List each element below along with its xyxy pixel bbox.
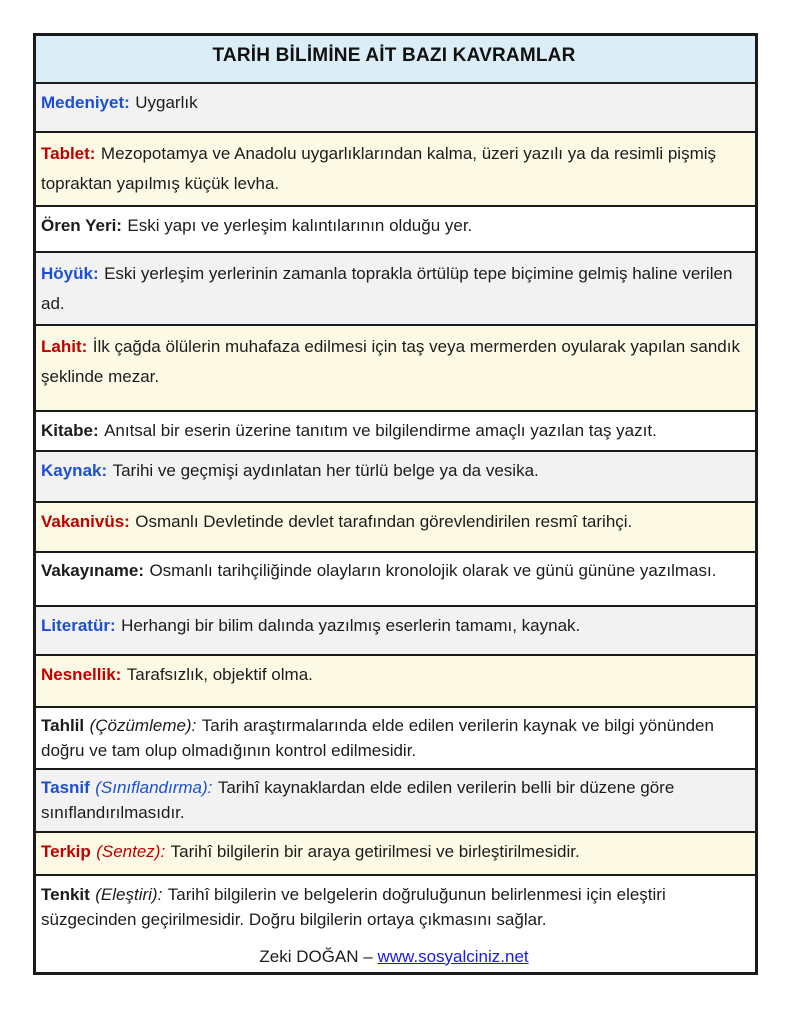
- definition-text: [41, 259, 747, 319]
- term-row-nesnellik: [36, 656, 755, 708]
- term-alt-label: (Eleştiri):: [95, 884, 163, 904]
- footer-author: Zeki DOĞAN –: [259, 946, 378, 966]
- term-row-vakanivus: [36, 503, 755, 553]
- term-label: Ören Yeri:: [41, 216, 122, 235]
- term-definition: Tarafsızlık, objektif olma.: [126, 665, 313, 684]
- term-definition: Mezopotamya ve Anadolu uygarlıklarından kalma, üzeri yazılı ya da resimli pişmiş topraktan yapılmış küçük levha.: [41, 144, 717, 193]
- definition-text: [41, 882, 747, 933]
- term-label: Vakanivüs:: [41, 512, 130, 531]
- term-definition: Tarihî kaynaklardan elde edilen verilerin belli bir düzene göre sınıflandırılmasıdır.: [41, 778, 675, 822]
- term-row-lahit: [36, 326, 755, 412]
- term-definition: Eski yerleşim yerlerinin zamanla toprakla örtülüp tepe biçimine gelmiş haline verilen ad.: [41, 264, 733, 313]
- table-title: TARİH BİLİMİNE AİT BAZI KAVRAMLAR: [212, 45, 576, 66]
- definition-text: [41, 509, 747, 535]
- term-definition: Tarih araştırmalarında elde edilen verilerin kaynak ve bilgi yönünden doğru ve tam olup olmadığının kontrol edilmesidir.: [41, 716, 714, 760]
- term-label: Literatür:: [41, 616, 116, 635]
- term-label: Nesnellik:: [41, 665, 122, 684]
- term-label: Tenkit: [41, 884, 90, 904]
- term-definition: Tarihî bilgilerin ve belgelerin doğruluğunun belirlenmesi için eleştiri süzgecinden geçirilmesidir. Doğru bilgilerin ortaya çıkmasını sağlar.: [41, 884, 666, 930]
- definition-text: [41, 458, 747, 484]
- term-definition: Herhangi bir bilim dalında yazılmış eserlerin tamamı, kaynak.: [121, 616, 581, 635]
- term-label: Kaynak:: [41, 461, 108, 480]
- term-row-terkip: [36, 833, 755, 876]
- term-label: Kitabe:: [41, 421, 99, 440]
- table-title-row: [36, 36, 755, 84]
- term-definition: Osmanlı Devletinde devlet tarafından görevlendirilen resmî tarihçi.: [135, 512, 633, 531]
- term-row-tasnif: [36, 770, 755, 832]
- term-alt-label: (Sentez):: [96, 841, 166, 861]
- term-row-tablet: [36, 133, 755, 207]
- term-row-hoyuk: [36, 253, 755, 326]
- definition-text: [41, 559, 747, 584]
- term-definition: Uygarlık: [135, 93, 198, 112]
- definition-text: [41, 213, 747, 239]
- term-label: Vakayıname:: [41, 561, 145, 580]
- term-label: Tablet:: [41, 144, 96, 163]
- term-row-oren-yeri: [36, 207, 755, 253]
- definition-text: [41, 139, 747, 199]
- definition-text: [41, 839, 747, 865]
- term-label: Tasnif: [41, 778, 90, 798]
- definition-text: [41, 714, 747, 763]
- definition-text: [41, 418, 747, 444]
- term-row-medeniyet: [36, 84, 755, 133]
- term-label: Terkip: [41, 841, 91, 861]
- term-definition: Osmanlı tarihçiliğinde olayların kronolojik olarak ve günü gününe yazılması.: [149, 561, 717, 580]
- definition-text: [41, 90, 747, 116]
- footer-link[interactable]: www.sosyalciniz.net: [377, 946, 529, 966]
- definition-text: [41, 332, 747, 392]
- term-label: Medeniyet:: [41, 93, 130, 112]
- definition-text: [41, 776, 747, 825]
- term-label: Tahlil: [41, 716, 85, 735]
- concepts-table: [33, 33, 758, 975]
- term-label: Höyük:: [41, 264, 99, 283]
- footer-credit: [41, 947, 747, 967]
- term-alt-label: (Sınıflandırma):: [95, 778, 213, 798]
- term-row-kaynak: [36, 452, 755, 503]
- term-definition: İlk çağda ölülerin muhafaza edilmesi için taş veya mermerden oyularak yapılan sandık şeklinde mezar.: [41, 337, 740, 386]
- term-definition: Tarihi ve geçmişi aydınlatan her türlü belge ya da vesika.: [112, 461, 539, 480]
- term-row-tenkit: [36, 876, 755, 972]
- term-row-kitabe: [36, 412, 755, 452]
- term-definition: Anıtsal bir eserin üzerine tanıtım ve bilgilendirme amaçlı yazılan taş yazıt.: [104, 421, 657, 440]
- term-row-tahlil: [36, 708, 755, 770]
- term-alt-label: (Çözümleme):: [89, 716, 197, 735]
- definition-text: [41, 662, 747, 688]
- term-label: Lahit:: [41, 337, 88, 356]
- term-definition: Eski yapı ve yerleşim kalıntılarının olduğu yer.: [127, 216, 473, 235]
- term-row-vakayiname: [36, 553, 755, 607]
- term-definition: Tarihî bilgilerin bir araya getirilmesi ve birleştirilmesidir.: [170, 841, 580, 861]
- definition-text: [41, 613, 747, 639]
- term-row-literatur: [36, 607, 755, 656]
